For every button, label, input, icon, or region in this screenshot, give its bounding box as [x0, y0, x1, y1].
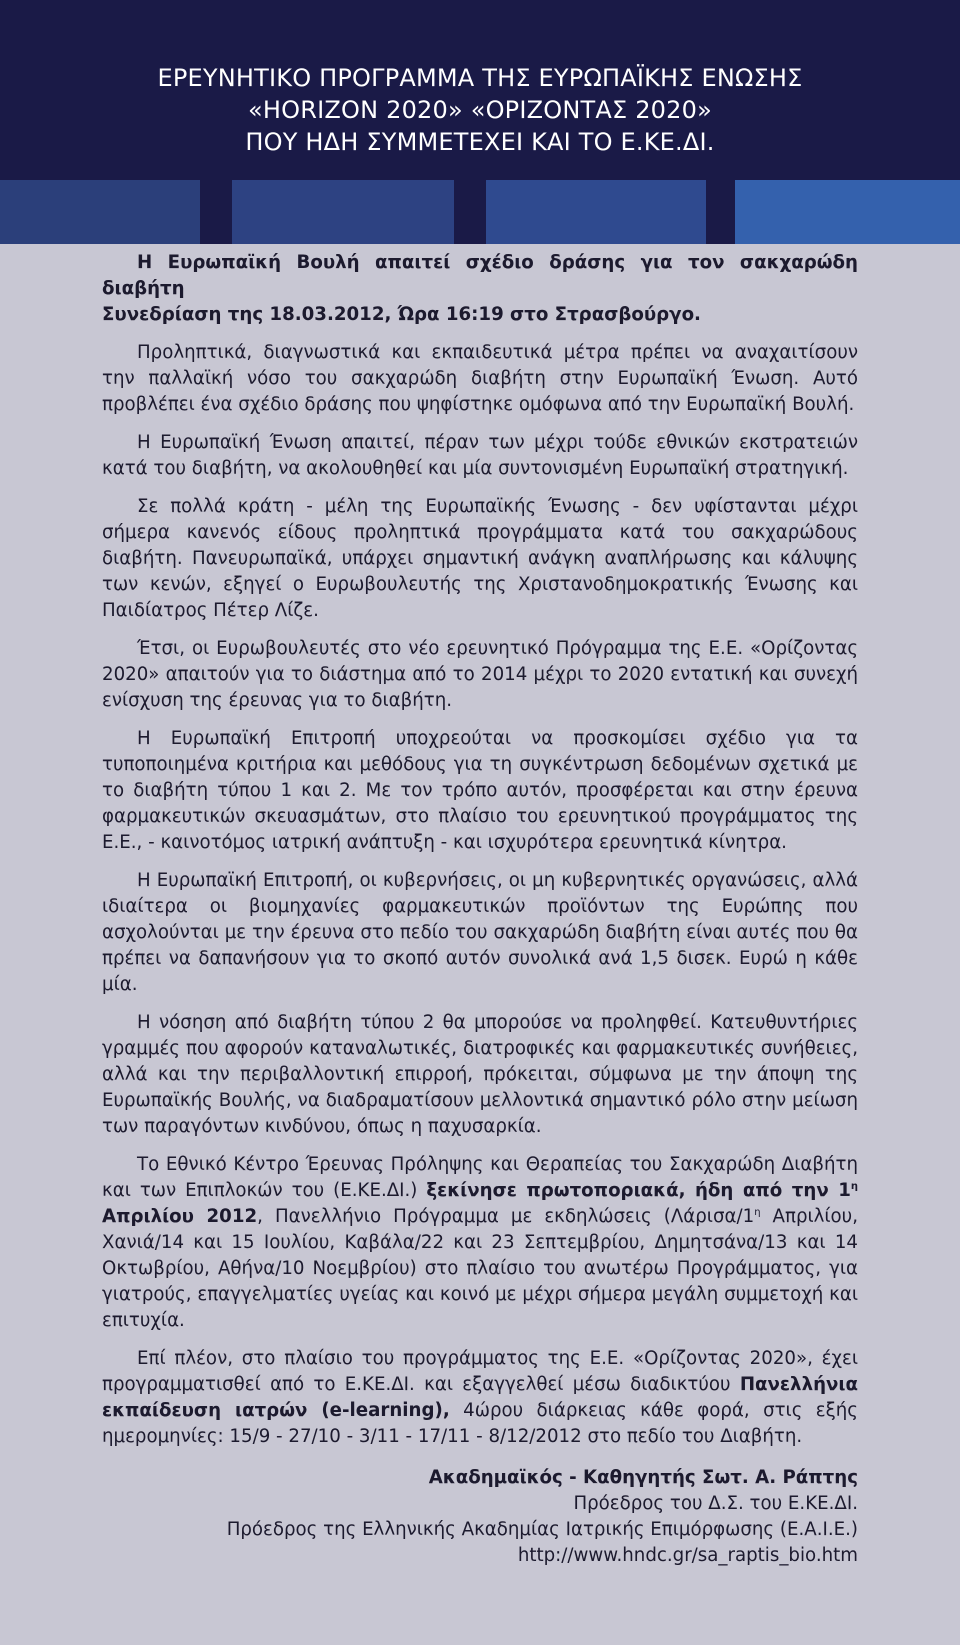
- p8-text-e: Απριλίου, Χανιά/14 και 15 Ιουλίου, Καβάλα/22 και 23 Σεπτεμβρίου, Δημητσάνα/13 και 14 Οκτωβρίου, Αθήνα/10 Νοεμβρίου) στο πλαίσιο του ανωτέρω Προγράμματος, για γιατρούς, επαγγελματίες υγείας και κοινό με μέχρι σήμερα μεγάλη συμμετοχή και επιτυχία.: [102, 1206, 858, 1331]
- paragraph-7: Η νόσηση από διαβήτη τύπου 2 θα μπορούσε να προληφθεί. Κατευθυντήριες γραμμές που αφορούν καταναλωτικές, διατροφικές και φαρμακευτικές συνήθειες, αλλά και την περιβαλλοντική επιρροή, πρόκειται, σύμφωνα με την άποψη της Ευρωπαϊκής Βουλής, να διαδραματίσουν μελλοντικά σημαντικό ρόλο στην μείωση των παραγόντων κινδύνου, όπως η παχυσαρκία.: [102, 1012, 858, 1137]
- header-title-line-2: «HORIZON 2020» «ΟΡΙΖΟΝΤΑΣ 2020»: [248, 96, 712, 124]
- header-band-1: [0, 180, 200, 244]
- p9-text-a: Επί πλέον, στο πλαίσιο του προγράμματος της Ε.Ε. «Ορίζοντας 2020», έχει προγραμματισθεί από το Ε.ΚΕ.ΔΙ. και εξαγγελθεί μέσω διαδικτύου: [102, 1348, 858, 1395]
- signature-name: Ακαδημαϊκός - Καθηγητής Σωτ. Α. Ράπτης: [428, 1467, 858, 1488]
- signature-url: http://www.hndc.gr/sa_raptis_bio.htm: [517, 1545, 858, 1566]
- paragraph-5: Η Ευρωπαϊκή Επιτροπή υποχρεούται να προσκομίσει σχέδιο για τα τυποποιημένα κριτήρια και μεθόδους για τη συγκέντρωση δεδομένων σχετικά με το διαβήτη τύπου 1 και 2. Με τον τρόπο αυτόν, προσφέρεται και στην έρευνα φαρμακευτικών σκευασμάτων, στο πλαίσιο του ερευνητικού προγράμματος της Ε.Ε., - καινοτόμος ιατρική ανάπτυξη - και ισχυρότερα ερευνητικά κίνητρα.: [102, 728, 858, 853]
- paragraph-9: [102, 1346, 858, 1450]
- header-title: [0, 62, 960, 158]
- paragraph-6: Η Ευρωπαϊκή Επιτροπή, οι κυβερνήσεις, οι μη κυβερνητικές οργανώσεις, αλλά ιδιαίτερα οι βιομηχανίες φαρμακευτικών προϊόντων της Ευρώπης που ασχολούνται με την έρευνα στο πεδίο του σακχαρώδη διαβήτη είναι αυτές που θα πρέπει να δαπανήσουν για το σκοπό αυτόν συνολικά ανά 1,5 δισεκ. Ευρώ η κάθε μία.: [102, 870, 858, 995]
- header-title-line-3: ΠΟΥ ΗΔΗ ΣΥΜΜΕΤΕΧΕΙ ΚΑΙ ΤΟ Ε.ΚΕ.ΔΙ.: [245, 128, 715, 156]
- paragraph-4: Έτσι, οι Ευρωβουλευτές στο νέο ερευνητικό Πρόγραμμα της Ε.Ε. «Ορίζοντας 2020» απαιτούν για το διάστημα από το 2014 μέχρι το 2020 εντατική και συνεχή ενίσχυση της έρευνας για το διαβήτη.: [102, 638, 858, 711]
- paragraph-1: Προληπτικά, διαγνωστικά και εκπαιδευτικά μέτρα πρέπει να αναχαιτίσουν την παλλαϊκή νόσο του σακχαρώδη διαβήτη στην Ευρωπαϊκή Ένωση. Αυτό προβλέπει ένα σχέδιο δράσης που ψηφίστηκε ομόφωνα από την Ευρωπαϊκή Βουλή.: [102, 342, 858, 415]
- header-band-3: [486, 180, 706, 244]
- header-band-4: [735, 180, 960, 244]
- p8-bold-a-text: ξεκίνησε πρωτοποριακά, ήδη από την 1: [426, 1180, 851, 1201]
- lead-line-2: Συνεδρίαση της 18.03.2012, Ώρα 16:19 στο Στρασβούργο.: [102, 304, 701, 325]
- p8-sup-2: η: [754, 1207, 761, 1218]
- article-body: [102, 250, 858, 1462]
- p8-sup-1: η: [850, 1181, 858, 1192]
- header-banner: [0, 0, 960, 244]
- p9-text-c: 4ώρου διάρκειας κάθε φορά, στις εξής ημερομηνίες: 15/9 - 27/10 - 3/11 - 17/11 - 8/12/2012 στο πεδίο του Διαβήτη.: [102, 1400, 858, 1447]
- header-band-2: [232, 180, 454, 244]
- lead-line-1: Η Ευρωπαϊκή Βουλή απαιτεί σχέδιο δράσης για τον σακχαρώδη διαβήτη: [102, 252, 858, 299]
- header-title-line-1: ΕΡΕΥΝΗΤΙΚΟ ΠΡΟΓΡΑΜΜΑ ΤΗΣ ΕΥΡΩΠΑΪΚΗΣ ΕΝΩΣΗΣ: [157, 64, 803, 92]
- paragraph-3: Σε πολλά κράτη - μέλη της Ευρωπαϊκής Ένωσης - δεν υφίστανται μέχρι σήμερα κανενός είδους προληπτικά προγράμματα κατά του σακχαρώδους διαβήτη. Πανευρωπαϊκά, υπάρχει σημαντική ανάγκη αναπλήρωσης και κάλυψης των κενών, εξηγεί ο Ευρωβουλευτής της Χριστανοδημοκρατικής Ένωσης και Παιδίατρος Πέτερ Λίζε.: [102, 496, 858, 621]
- p8-text-a: Το Εθνικό Κέντρο Έρευνας Πρόληψης και Θεραπείας του Σακχαρώδη Διαβήτη και των Επιπλοκών του (Ε.ΚΕ.ΔΙ.): [102, 1154, 858, 1201]
- p8-text-d: , Πανελλήνιο Πρόγραμμα με εκδηλώσεις (Λάρισα/1: [257, 1206, 755, 1227]
- p9-bold: Πανελλήνια εκπαίδευση ιατρών (e-learning),: [102, 1374, 858, 1421]
- signature-block: [227, 1465, 858, 1569]
- signature-role-1: Πρόεδρος του Δ.Σ. του Ε.ΚΕ.ΔΙ.: [573, 1493, 858, 1514]
- paragraph-8: [102, 1152, 858, 1334]
- p8-bold-b: Απριλίου 2012: [102, 1206, 258, 1227]
- article-lead: [102, 250, 858, 328]
- signature-role-2: Πρόεδρος της Ελληνικής Ακαδημίας Ιατρικής Επιμόρφωσης (Ε.Α.Ι.Ε.): [226, 1519, 858, 1540]
- paragraph-2: Η Ευρωπαϊκή Ένωση απαιτεί, πέραν των μέχρι τούδε εθνικών εκστρατειών κατά του διαβήτη, να ακολουθηθεί και μία συντονισμένη Ευρωπαϊκή στρατηγική.: [102, 432, 858, 479]
